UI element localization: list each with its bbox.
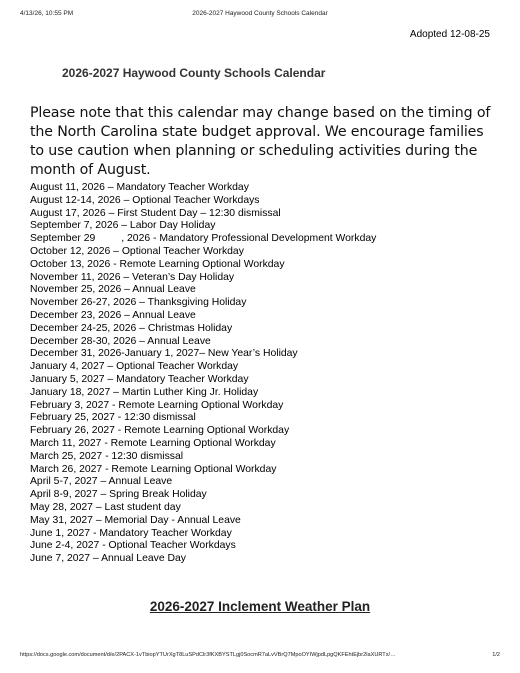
event-item: June 2-4, 2027 - Optional Teacher Workdays [30,540,236,552]
print-url: https://docs.google.com/document/d/e/2PACX-1vTbiopYTUrXgT8LuSPdClr3fKXBYSTLgj0SocmR7aLvVBrQ7MpoOYIWjpdLpgQKFEhtEjbr2laXURTx/… [20,652,396,658]
event-item: October 12, 2026 – Optional Teacher Workday [30,245,244,257]
event-item: January 5, 2027 – Mandatory Teacher Workday [30,373,249,385]
adopted-date: Adopted 12-08-25 [409,29,490,40]
event-item: March 25, 2027 - 12:30 dismissal [30,450,184,462]
event-item: March 11, 2027 - Remote Learning Optional Workday [30,437,276,449]
event-item: August 11, 2026 – Mandatory Teacher Workday [30,182,249,193]
print-datetime: 4/13/26, 10:55 PM [20,10,74,17]
event-item: December 28-30, 2026 – Annual Leave [30,335,211,347]
event-item: April 8-9, 2027 – Spring Break Holiday [30,489,207,501]
event-item: December 31, 2026-January 1, 2027– New Year’s Holiday [30,348,298,360]
event-item: February 25, 2027 - 12:30 dismissal [30,412,196,424]
event-item: April 5-7, 2027 – Annual Leave [30,476,173,488]
event-list [30,182,500,566]
print-header [0,10,520,22]
budget-notice: Please note that this calendar may change based on the timing of the North Carolina state budget approval. We encourage families to use caution when planning or scheduling activities during the month of August. [30,105,491,178]
event-item: May 28, 2027 – Last student day [30,501,181,513]
event-item: December 23, 2026 – Annual Leave [30,309,196,321]
event-item: November 25, 2026 – Annual Leave [30,284,196,296]
event-item: August 12-14, 2026 – Optional Teacher Workdays [30,194,260,206]
event-item: March 26, 2027 - Remote Learning Optional Workday [30,463,277,475]
event-item: February 3, 2027 - Remote Learning Optional Workday [30,399,284,411]
event-item: May 31, 2027 – Memorial Day - Annual Leave [30,514,241,526]
print-doc-title: 2026-2027 Haywood County Schools Calendar [192,10,328,17]
event-item: January 18, 2027 – Martin Luther King Jr. Holiday [30,386,259,398]
event-item: February 26, 2027 - Remote Learning Optional Workday [30,425,290,437]
inclement-weather-heading[interactable]: 2026-2027 Inclement Weather Plan [149,599,371,614]
calendar-title: 2026-2027 Haywood County Schools Calendar [62,66,326,80]
event-item: December 24-25, 2026 – Christmas Holiday [30,322,233,334]
print-footer [0,652,520,662]
event-item: September 29 , 2026 - Mandatory Professional Development Workday [30,233,377,245]
event-item: November 11, 2026 – Veteran’s Day Holiday [30,271,235,283]
event-item: June 7, 2027 – Annual Leave Day [30,553,186,565]
event-item: September 7, 2026 – Labor Day Holiday [30,220,216,232]
event-item: November 26-27, 2026 – Thanksgiving Holiday [30,297,247,309]
page-number: 1/2 [492,652,500,658]
event-item: June 1, 2027 - Mandatory Teacher Workday [30,527,232,539]
event-item: October 13, 2026 - Remote Learning Optional Workday [30,258,285,270]
event-item: January 4, 2027 – Optional Teacher Workday [30,361,239,373]
event-item: August 17, 2026 – First Student Day – 12:30 dismissal [30,207,281,219]
